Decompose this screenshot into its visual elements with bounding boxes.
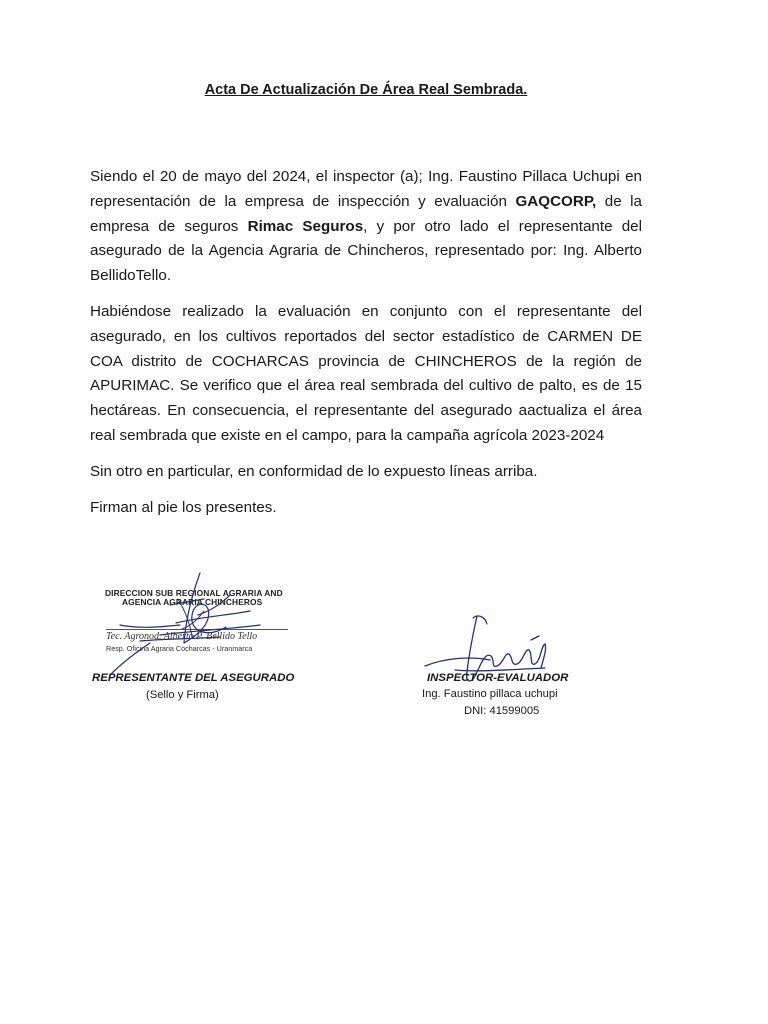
representative-seal-note: (Sello y Firma) <box>146 689 219 701</box>
stamp-line-1: DIRECCION SUB REGIONAL AGRARIA AND <box>105 588 283 598</box>
inspector-role-label: INSPECTOR-EVALUADOR <box>427 672 569 684</box>
company-name: GAQCORP, <box>515 192 597 210</box>
stamp-line-2: AGENCIA AGRARIA CHINCHEROS <box>122 597 263 607</box>
paragraph-2: Habiéndose realizado la evaluación en conjunto con el representante del asegurado, en los cultivos reportados del sector estadístico de CARMEN DE COA distrito de COCHARCAS provincia de CHINCHEROS de la región de APURIMAC. Se verifico que el área real sembrada del cultivo de palto, es de 15 hectáreas. En consecuencia, el representante del asegurado aactualiza el área real sembrada que existe en el campo, para la campaña agrícola 2023-2024 <box>90 302 642 444</box>
paragraph-1-part-1: Siendo el 20 de mayo del 2024, el inspector (a); Ing. Faustino Pillaca Uchupi en representación de la empresa de inspección y evaluación <box>90 168 642 210</box>
paragraph-1 <box>90 165 642 289</box>
stamp-name: Tec. Agronod. Alberto P. Bellido Tello <box>106 631 258 642</box>
stamp-subtitle: Resp. Oficina Agraria Cocharcas - Uranmarca <box>106 644 253 653</box>
paragraph-3: Sin otro en particular, en conformidad de lo expuesto líneas arriba. <box>90 462 538 480</box>
inspector-name: Ing. Faustino pillaca uchupi <box>422 688 558 700</box>
paragraph-1-part-2: de la empresa de seguros <box>90 192 642 235</box>
inspector-dni: DNI: 41599005 <box>464 705 540 717</box>
document-title: Acta De Actualización De Área Real Sembrada. <box>204 82 528 98</box>
document-body <box>90 165 642 531</box>
paragraph-1-part-3: , y por otro lado el representante del asegurado de la Agencia Agraria de Chincheros, representado por: Ing. Alberto BellidoTello. <box>90 217 642 285</box>
paragraph-4: Firman al pie los presentes. <box>90 498 277 516</box>
representative-role-label: REPRESENTANTE DEL ASEGURADO <box>92 672 295 684</box>
insurer-name: Rimac Seguros <box>247 217 364 235</box>
